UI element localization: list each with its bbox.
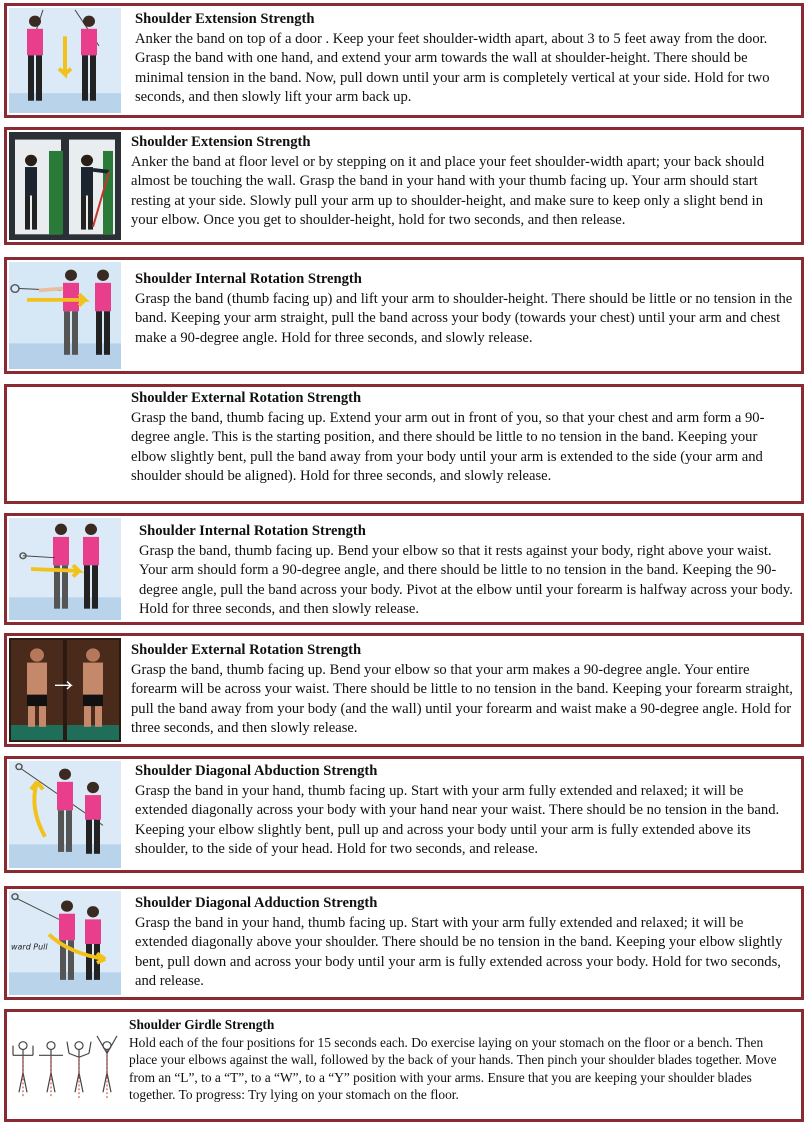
exercise-photo <box>9 132 121 240</box>
exercise-text <box>139 522 793 620</box>
exercise-card <box>4 633 804 747</box>
exercise-illustration <box>9 761 121 868</box>
exercise-card <box>4 756 804 873</box>
exercise-text <box>131 389 793 487</box>
exercise-card <box>4 1009 804 1122</box>
exercise-instructions: Grasp the band, thumb facing up. Bend your elbow so that your arm makes a 90-degree angle. Your entire forearm will be across your waist. There should be little to no tension in the band. Keeping your forearm straight, pull the band away from your body (and the wall) until your forearm and waist make a 90-degree angle. Hold for three seconds, and then slowly release. <box>131 661 793 736</box>
exercise-sketch <box>9 1032 121 1099</box>
exercise-instructions: Grasp the band, thumb facing up. Extend your arm out in front of you, so that your chest and arm form a 90-degree angle. This is the starting position, and there should be little to no tension in the band. Keeping your elbow slightly bent, pull the band away from your body until your arm is extended to the side (your arm and shoulder should be aligned). Hold for three seconds, and slowly release. <box>131 409 765 484</box>
exercise-text <box>131 133 793 231</box>
exercise-text <box>131 641 793 739</box>
exercise-title: Shoulder Diagonal Adduction Strength <box>135 895 378 911</box>
exercise-text <box>135 10 793 108</box>
exercise-card <box>4 3 804 118</box>
illustration-caption: ward Pull <box>11 942 48 952</box>
exercise-text <box>135 894 793 992</box>
exercise-instructions: Anker the band on top of a door . Keep your feet shoulder-width apart, about 3 to 5 feet away from the door. Grasp the band with one hand, and extend your arm towards the wall at shoulder-height. There should be minimal tension in the band. Now, pull down until your arm is completely vertical at your side. Hold for two seconds, and then slowly lift your arm back up. <box>135 30 770 105</box>
exercise-title: Shoulder Diagonal Abduction Strength <box>135 763 378 779</box>
exercise-title: Shoulder Internal Rotation Strength <box>139 523 366 539</box>
exercise-card <box>4 127 804 245</box>
exercise-title: Shoulder Internal Rotation Strength <box>135 271 362 287</box>
exercise-text <box>129 1016 793 1104</box>
exercise-title: Shoulder External Rotation Strength <box>131 390 362 406</box>
exercise-illustration <box>9 518 121 620</box>
exercise-instructions: Hold each of the four positions for 15 seconds each. Do exercise laying on your stomach on the floor or a bench. Then place your elbows against the wall, followed by the back of your hands. Then pinch your shoulder blades together. Move from an “L”, to a “T”, to a “W”, to a “Y” position with your arms. Ensure that you are keeping your shoulder blades together. To progress: Try lying on your stomach on the floor. <box>129 1034 777 1103</box>
exercise-card <box>4 513 804 625</box>
exercise-instructions: Grasp the band, thumb facing up. Bend your elbow so that it rests against your body, right above your waist. Your arm should form a 90-degree angle, and there should be little to no tension in the band. Keeping the 90-degree angle, pull the band across your body. Pivot at the elbow until your forearm is halfway across your body. Hold for three seconds, and then slowly release. <box>139 542 793 617</box>
exercise-title: Shoulder External Rotation Strength <box>131 642 362 658</box>
exercise-title: Shoulder Girdle Strength <box>129 1017 275 1032</box>
exercise-illustration <box>9 891 121 995</box>
exercise-instructions: Grasp the band in your hand, thumb facing up. Start with your arm fully extended and relaxed; it will be extended diagonally above your shoulder. There should be no tension in the band. Keeping your elbow slightly bent, pull down and across your body until your arm is fully extended across your body. Hold for two seconds, and release. <box>135 914 783 989</box>
exercise-text <box>135 762 793 860</box>
exercise-title: Shoulder Extension Strength <box>131 134 311 150</box>
exercise-photo <box>9 638 121 742</box>
exercise-card <box>4 257 804 374</box>
exercise-title: Shoulder Extension Strength <box>135 11 315 27</box>
exercise-card <box>4 384 804 504</box>
exercise-illustration <box>9 262 121 369</box>
exercise-instructions: Grasp the band (thumb facing up) and lift your arm to shoulder-height. There should be little or no tension in the band. Keeping your arm straight, pull the band across your body (towards your chest) until your arm and chest make a 90-degree angle. Hold for three seconds, and slowly release. <box>135 290 793 346</box>
exercise-card <box>4 886 804 1000</box>
exercise-illustration <box>9 8 121 113</box>
exercise-instructions: Anker the band at floor level or by stepping on it and place your feet shoulder-width apart; your back should almost be touching the wall. Grasp the band in your hand with your thumb facing up. Your arm should start resting at your side. Slowly pull your arm up to shoulder-height, and make sure to keep only a slight bend in your elbow. Once you get to shoulder-height, hold for two seconds, and then release. <box>131 153 765 228</box>
exercise-text <box>135 270 793 348</box>
exercise-instructions: Grasp the band in your hand, thumb facing up. Start with your arm fully extended and relaxed; it will be extended diagonally across your body with your hand near your waist. There should be no tension in the band. Keeping your elbow slightly bent, pull up and across your body until your arm is fully extended above its shoulder, to the side of your head. Hold for two seconds, and release. <box>135 782 780 857</box>
